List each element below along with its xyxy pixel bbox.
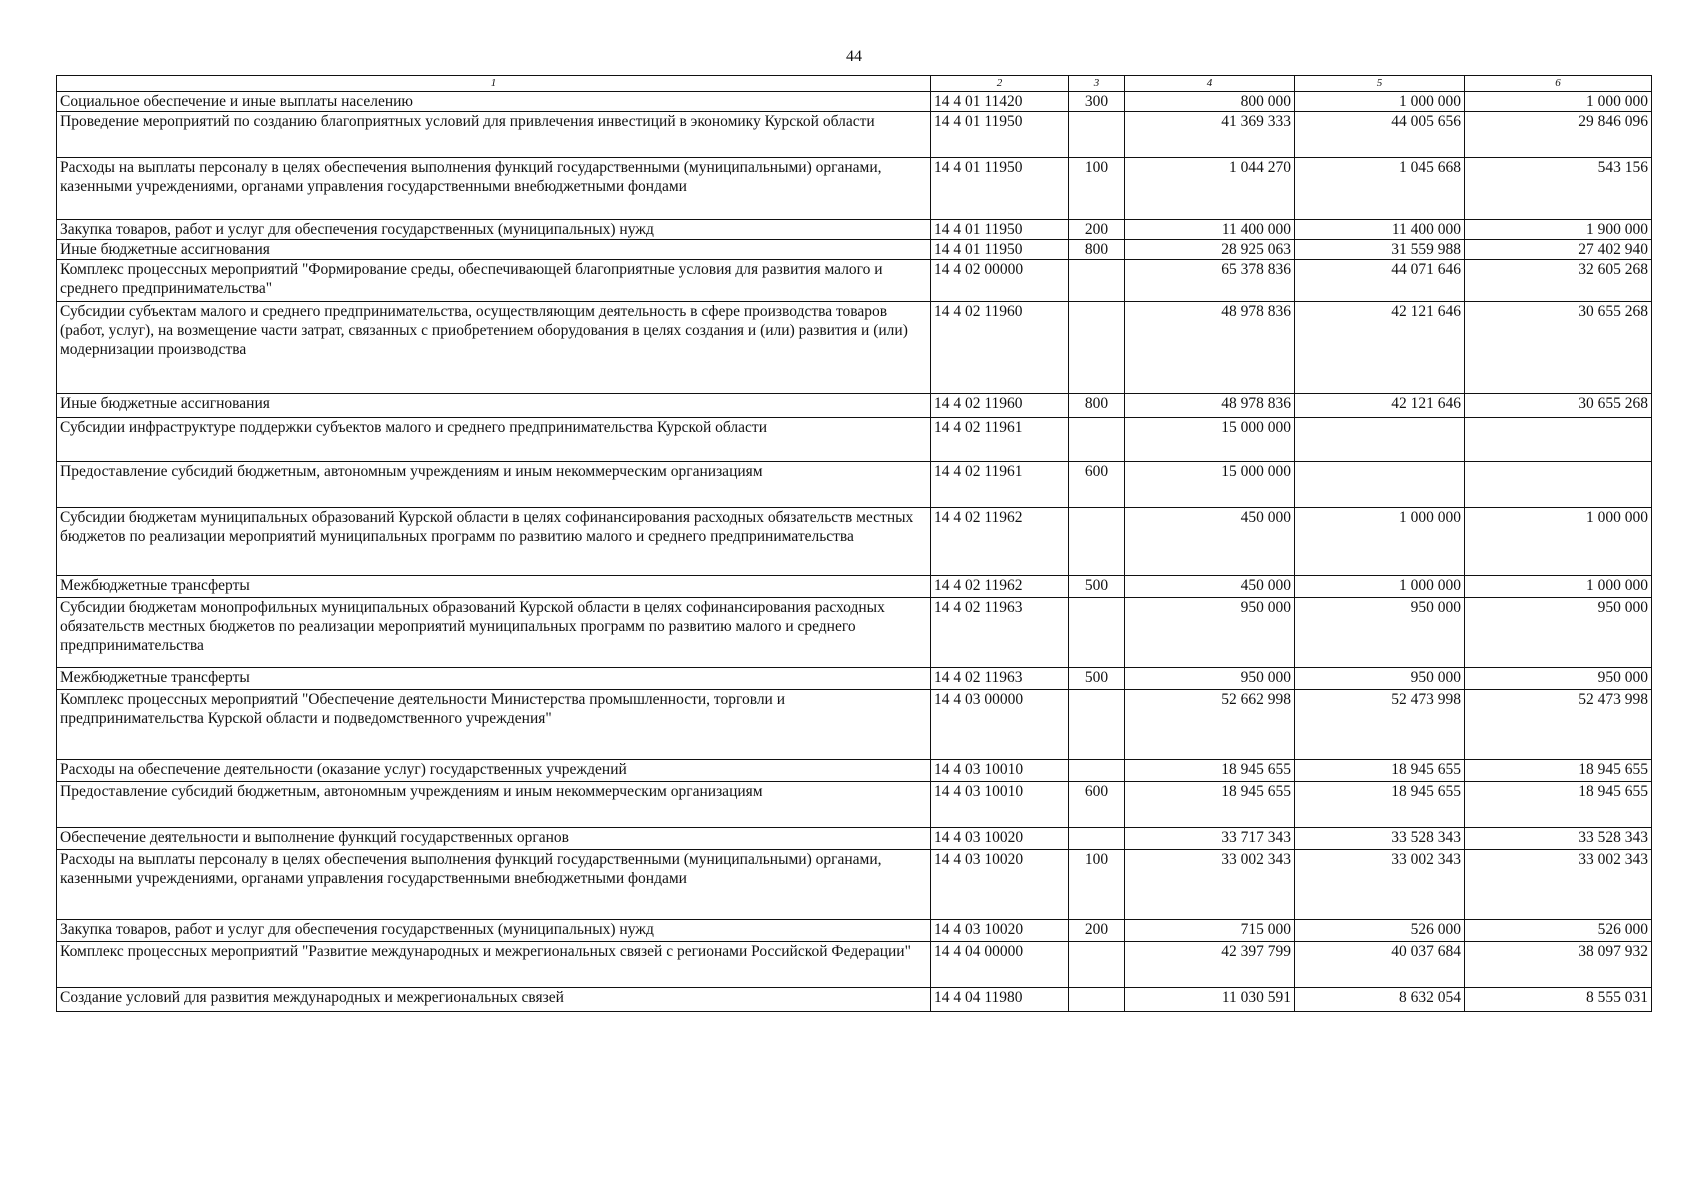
column-number-5: 5 <box>1295 76 1465 92</box>
row-value-2-cell: 8 632 054 <box>1295 988 1465 1012</box>
table-row <box>57 668 1652 690</box>
row-name-cell: Иные бюджетные ассигнования <box>57 240 931 260</box>
row-value-1-cell: 11 400 000 <box>1125 220 1295 240</box>
row-name-cell: Межбюджетные трансферты <box>57 668 931 690</box>
row-value-3-cell: 52 473 998 <box>1465 690 1652 760</box>
row-value-2-cell: 950 000 <box>1295 668 1465 690</box>
row-value-1-cell: 28 925 063 <box>1125 240 1295 260</box>
table-row <box>57 302 1652 394</box>
table-row <box>57 988 1652 1012</box>
row-name-cell: Субсидии субъектам малого и среднего предпринимательства, осуществляющим деятельность в сфере производства товаров (работ, услуг), на возмещение части затрат, связанных с приобретением оборудования в целях создания и (или) развития и (или) модернизации производства <box>57 302 931 394</box>
row-expense-type-cell <box>1069 988 1125 1012</box>
row-code-cell: 14 4 02 11962 <box>931 576 1069 598</box>
table-row <box>57 942 1652 988</box>
row-value-1-cell: 450 000 <box>1125 576 1295 598</box>
row-code-cell: 14 4 01 11950 <box>931 158 1069 220</box>
row-value-1-cell: 42 397 799 <box>1125 942 1295 988</box>
row-code-cell: 14 4 01 11950 <box>931 240 1069 260</box>
budget-table <box>56 75 1652 1012</box>
row-name-cell: Расходы на выплаты персоналу в целях обеспечения выполнения функций государственными (муниципальными) органами, казенными учреждениями, органами управления государственными внебюджетными фондами <box>57 158 931 220</box>
row-value-2-cell: 31 559 988 <box>1295 240 1465 260</box>
row-value-3-cell: 1 000 000 <box>1465 508 1652 576</box>
table-row <box>57 782 1652 828</box>
row-value-1-cell: 950 000 <box>1125 598 1295 668</box>
row-value-2-cell: 526 000 <box>1295 920 1465 942</box>
row-value-1-cell: 52 662 998 <box>1125 690 1295 760</box>
row-expense-type-cell <box>1069 598 1125 668</box>
row-value-2-cell <box>1295 418 1465 462</box>
row-value-3-cell: 18 945 655 <box>1465 782 1652 828</box>
row-code-cell: 14 4 02 11963 <box>931 668 1069 690</box>
row-value-1-cell: 41 369 333 <box>1125 112 1295 158</box>
row-value-3-cell: 18 945 655 <box>1465 760 1652 782</box>
row-value-2-cell: 1 045 668 <box>1295 158 1465 220</box>
row-value-3-cell: 1 000 000 <box>1465 92 1652 112</box>
row-value-2-cell: 33 002 343 <box>1295 850 1465 920</box>
row-code-cell: 14 4 02 11961 <box>931 418 1069 462</box>
row-value-2-cell: 11 400 000 <box>1295 220 1465 240</box>
row-value-2-cell: 18 945 655 <box>1295 760 1465 782</box>
row-value-2-cell: 33 528 343 <box>1295 828 1465 850</box>
column-number-2: 2 <box>931 76 1069 92</box>
row-value-3-cell: 33 528 343 <box>1465 828 1652 850</box>
table-row <box>57 760 1652 782</box>
row-name-cell: Субсидии бюджетам муниципальных образований Курской области в целях софинансирования расходных обязательств местных бюджетов по реализации мероприятий муниципальных программ по развитию малого и среднего предпринимательства <box>57 508 931 576</box>
row-value-3-cell <box>1465 418 1652 462</box>
row-value-3-cell: 33 002 343 <box>1465 850 1652 920</box>
row-value-1-cell: 715 000 <box>1125 920 1295 942</box>
row-value-3-cell: 526 000 <box>1465 920 1652 942</box>
row-value-2-cell: 18 945 655 <box>1295 782 1465 828</box>
row-name-cell: Закупка товаров, работ и услуг для обеспечения государственных (муниципальных) нужд <box>57 220 931 240</box>
column-number-1: 1 <box>57 76 931 92</box>
column-number-6: 6 <box>1465 76 1652 92</box>
row-value-1-cell: 15 000 000 <box>1125 418 1295 462</box>
row-value-1-cell: 11 030 591 <box>1125 988 1295 1012</box>
table-row <box>57 462 1652 508</box>
table-row <box>57 158 1652 220</box>
row-value-1-cell: 18 945 655 <box>1125 782 1295 828</box>
table-row <box>57 508 1652 576</box>
row-value-2-cell: 40 037 684 <box>1295 942 1465 988</box>
row-code-cell: 14 4 03 10020 <box>931 850 1069 920</box>
row-code-cell: 14 4 02 11963 <box>931 598 1069 668</box>
row-expense-type-cell: 100 <box>1069 158 1125 220</box>
row-value-1-cell: 800 000 <box>1125 92 1295 112</box>
row-code-cell: 14 4 04 00000 <box>931 942 1069 988</box>
table-row <box>57 112 1652 158</box>
row-code-cell: 14 4 01 11950 <box>931 220 1069 240</box>
row-expense-type-cell <box>1069 418 1125 462</box>
row-expense-type-cell: 600 <box>1069 462 1125 508</box>
row-name-cell: Социальное обеспечение и иные выплаты населению <box>57 92 931 112</box>
row-value-1-cell: 950 000 <box>1125 668 1295 690</box>
row-value-3-cell: 38 097 932 <box>1465 942 1652 988</box>
row-name-cell: Комплекс процессных мероприятий "Развитие международных и межрегиональных связей с регионами Российской Федерации" <box>57 942 931 988</box>
row-code-cell: 14 4 03 10020 <box>931 828 1069 850</box>
row-value-3-cell: 29 846 096 <box>1465 112 1652 158</box>
row-value-2-cell: 1 000 000 <box>1295 508 1465 576</box>
row-code-cell: 14 4 03 00000 <box>931 690 1069 760</box>
row-code-cell: 14 4 01 11950 <box>931 112 1069 158</box>
row-value-3-cell: 1 000 000 <box>1465 576 1652 598</box>
row-value-1-cell: 65 378 836 <box>1125 260 1295 302</box>
row-name-cell: Субсидии инфраструктуре поддержки субъектов малого и среднего предпринимательства Курской области <box>57 418 931 462</box>
table-row <box>57 394 1652 418</box>
row-name-cell: Предоставление субсидий бюджетным, автономным учреждениям и иным некоммерческим организациям <box>57 462 931 508</box>
row-name-cell: Обеспечение деятельности и выполнение функций государственных органов <box>57 828 931 850</box>
row-name-cell: Создание условий для развития международных и межрегиональных связей <box>57 988 931 1012</box>
column-number-3: 3 <box>1069 76 1125 92</box>
row-value-2-cell: 42 121 646 <box>1295 302 1465 394</box>
row-expense-type-cell: 800 <box>1069 240 1125 260</box>
table-row <box>57 850 1652 920</box>
row-value-3-cell: 30 655 268 <box>1465 302 1652 394</box>
row-code-cell: 14 4 01 11420 <box>931 92 1069 112</box>
row-name-cell: Проведение мероприятий по созданию благоприятных условий для привлечения инвестиций в экономику Курской области <box>57 112 931 158</box>
row-value-2-cell: 1 000 000 <box>1295 92 1465 112</box>
table-row <box>57 240 1652 260</box>
table-row <box>57 690 1652 760</box>
row-value-2-cell: 42 121 646 <box>1295 394 1465 418</box>
row-value-1-cell: 33 717 343 <box>1125 828 1295 850</box>
row-value-3-cell: 8 555 031 <box>1465 988 1652 1012</box>
row-value-2-cell: 44 005 656 <box>1295 112 1465 158</box>
row-name-cell: Межбюджетные трансферты <box>57 576 931 598</box>
row-code-cell: 14 4 03 10010 <box>931 760 1069 782</box>
row-expense-type-cell: 800 <box>1069 394 1125 418</box>
row-value-2-cell: 52 473 998 <box>1295 690 1465 760</box>
row-value-1-cell: 18 945 655 <box>1125 760 1295 782</box>
row-expense-type-cell: 500 <box>1069 576 1125 598</box>
row-value-1-cell: 15 000 000 <box>1125 462 1295 508</box>
row-name-cell: Комплекс процессных мероприятий "Формирование среды, обеспечивающей благоприятные условия для развития малого и среднего предпринимательства" <box>57 260 931 302</box>
row-code-cell: 14 4 03 10020 <box>931 920 1069 942</box>
row-expense-type-cell <box>1069 508 1125 576</box>
row-expense-type-cell: 100 <box>1069 850 1125 920</box>
row-expense-type-cell <box>1069 942 1125 988</box>
row-value-3-cell: 543 156 <box>1465 158 1652 220</box>
row-value-1-cell: 1 044 270 <box>1125 158 1295 220</box>
row-value-3-cell: 950 000 <box>1465 598 1652 668</box>
row-name-cell: Иные бюджетные ассигнования <box>57 394 931 418</box>
row-value-3-cell <box>1465 462 1652 508</box>
row-expense-type-cell: 200 <box>1069 220 1125 240</box>
row-expense-type-cell <box>1069 302 1125 394</box>
row-expense-type-cell <box>1069 112 1125 158</box>
row-value-3-cell: 32 605 268 <box>1465 260 1652 302</box>
row-value-3-cell: 950 000 <box>1465 668 1652 690</box>
row-expense-type-cell <box>1069 828 1125 850</box>
row-code-cell: 14 4 02 00000 <box>931 260 1069 302</box>
row-expense-type-cell: 500 <box>1069 668 1125 690</box>
row-expense-type-cell: 200 <box>1069 920 1125 942</box>
table-row <box>57 418 1652 462</box>
row-expense-type-cell <box>1069 260 1125 302</box>
table-row <box>57 92 1652 112</box>
row-value-2-cell <box>1295 462 1465 508</box>
row-value-2-cell: 44 071 646 <box>1295 260 1465 302</box>
row-name-cell: Предоставление субсидий бюджетным, автономным учреждениям и иным некоммерческим организациям <box>57 782 931 828</box>
table-row <box>57 260 1652 302</box>
row-value-1-cell: 48 978 836 <box>1125 394 1295 418</box>
page-number: 44 <box>846 48 862 65</box>
row-code-cell: 14 4 04 11980 <box>931 988 1069 1012</box>
table-row <box>57 920 1652 942</box>
row-expense-type-cell <box>1069 690 1125 760</box>
column-number-row <box>57 76 1652 92</box>
row-value-1-cell: 48 978 836 <box>1125 302 1295 394</box>
row-code-cell: 14 4 02 11960 <box>931 302 1069 394</box>
table-row <box>57 598 1652 668</box>
row-value-2-cell: 950 000 <box>1295 598 1465 668</box>
row-code-cell: 14 4 03 10010 <box>931 782 1069 828</box>
row-value-2-cell: 1 000 000 <box>1295 576 1465 598</box>
row-value-1-cell: 33 002 343 <box>1125 850 1295 920</box>
row-code-cell: 14 4 02 11962 <box>931 508 1069 576</box>
row-value-3-cell: 27 402 940 <box>1465 240 1652 260</box>
row-value-3-cell: 1 900 000 <box>1465 220 1652 240</box>
row-value-1-cell: 450 000 <box>1125 508 1295 576</box>
row-expense-type-cell: 300 <box>1069 92 1125 112</box>
row-name-cell: Закупка товаров, работ и услуг для обеспечения государственных (муниципальных) нужд <box>57 920 931 942</box>
row-name-cell: Расходы на выплаты персоналу в целях обеспечения выполнения функций государственными (муниципальными) органами, казенными учреждениями, органами управления государственными внебюджетными фондами <box>57 850 931 920</box>
row-expense-type-cell <box>1069 760 1125 782</box>
row-code-cell: 14 4 02 11961 <box>931 462 1069 508</box>
row-name-cell: Расходы на обеспечение деятельности (оказание услуг) государственных учреждений <box>57 760 931 782</box>
column-number-4: 4 <box>1125 76 1295 92</box>
table-row <box>57 576 1652 598</box>
row-value-3-cell: 30 655 268 <box>1465 394 1652 418</box>
row-name-cell: Комплекс процессных мероприятий "Обеспечение деятельности Министерства промышленности, торговли и предпринимательства Курской области и подведомственного учреждения" <box>57 690 931 760</box>
table-row <box>57 828 1652 850</box>
row-name-cell: Субсидии бюджетам монопрофильных муниципальных образований Курской области в целях софинансирования расходных обязательств местных бюджетов по реализации мероприятий муниципальных программ по развитию малого и среднего предпринимательства <box>57 598 931 668</box>
row-code-cell: 14 4 02 11960 <box>931 394 1069 418</box>
table-row <box>57 220 1652 240</box>
row-expense-type-cell: 600 <box>1069 782 1125 828</box>
